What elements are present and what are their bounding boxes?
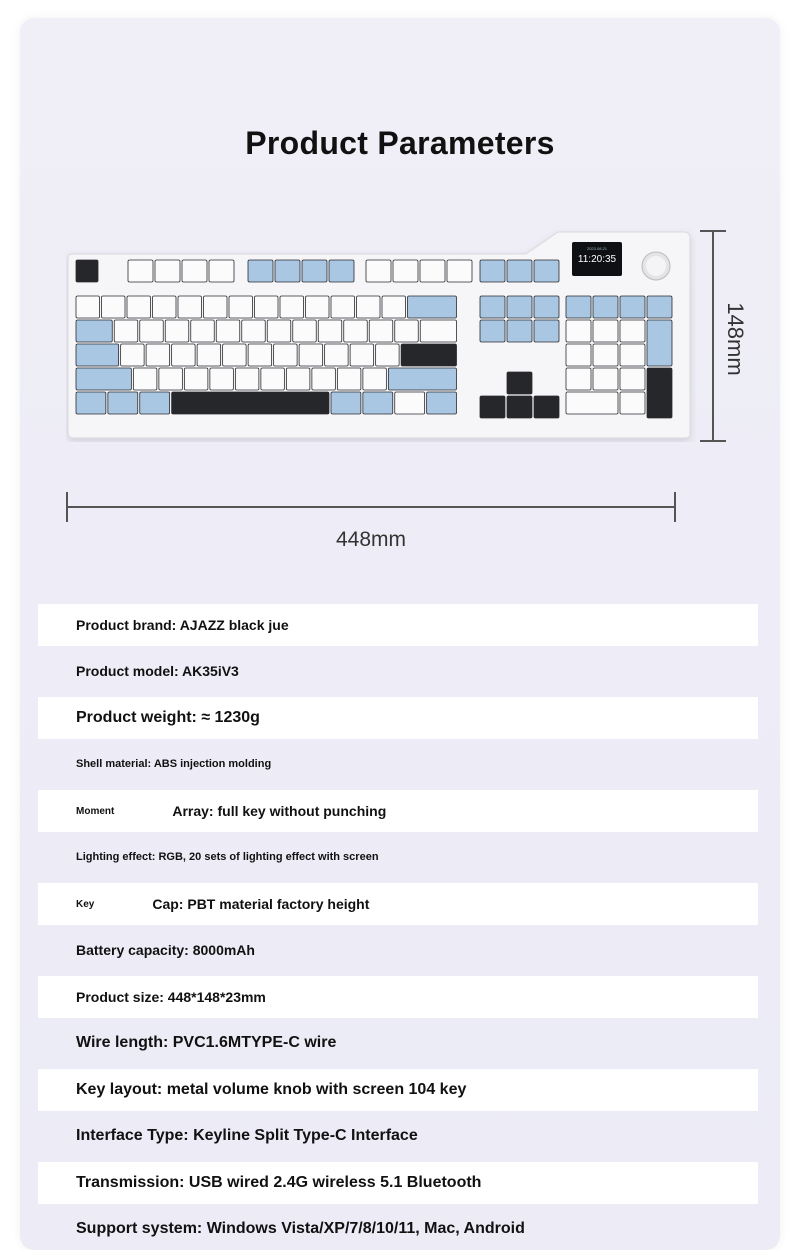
key-function — [420, 260, 445, 282]
height-label: 148mm — [723, 302, 748, 376]
key-numpad — [647, 296, 672, 318]
key — [248, 344, 272, 366]
page-title: Product Parameters — [245, 125, 555, 162]
key-function — [248, 260, 273, 282]
key — [172, 392, 329, 414]
spec-wire: Wire length: PVC1.6MTYPE-C wire — [76, 1034, 337, 1051]
key-arrow-up — [507, 372, 532, 394]
key-arrow — [534, 396, 559, 418]
key-arrow — [480, 396, 505, 418]
key — [395, 392, 425, 414]
key-print-scroll-pause — [480, 260, 505, 282]
key-numpad — [566, 296, 591, 318]
key — [408, 296, 457, 318]
height-dimension — [700, 230, 748, 442]
key-numpad — [620, 320, 645, 342]
key — [382, 296, 406, 318]
key — [337, 368, 361, 390]
key-print-scroll-pause — [507, 260, 532, 282]
key-numpad — [566, 344, 591, 366]
key — [363, 392, 393, 414]
key — [76, 392, 106, 414]
key-numpad-0 — [566, 392, 618, 414]
key-nav — [534, 320, 559, 342]
key — [172, 344, 196, 366]
key — [312, 368, 336, 390]
key — [255, 296, 279, 318]
key — [350, 344, 374, 366]
key — [344, 320, 368, 342]
key-numpad-enter — [647, 368, 672, 418]
key-function — [447, 260, 472, 282]
key — [286, 368, 310, 390]
spec-array: Moment Array: full key without punching — [38, 790, 758, 832]
key — [146, 344, 170, 366]
key — [274, 344, 298, 366]
key-function — [275, 260, 300, 282]
key-numpad — [593, 344, 618, 366]
key — [159, 368, 183, 390]
key — [140, 392, 170, 414]
key — [331, 392, 361, 414]
key — [197, 344, 221, 366]
key-arrow — [507, 396, 532, 418]
key-numpad — [620, 296, 645, 318]
key — [261, 368, 285, 390]
key-nav — [480, 320, 505, 342]
key-nav — [534, 296, 559, 318]
key-numpad — [593, 320, 618, 342]
screen-date: 2023.08.21 — [586, 246, 608, 251]
key-nav — [507, 296, 532, 318]
spec-layout: Key layout: metal volume knob with screen 104 key — [38, 1069, 758, 1111]
key — [331, 296, 355, 318]
spec-weight: Product weight: ≈ 1230g — [38, 697, 758, 739]
key — [235, 368, 259, 390]
key — [388, 368, 456, 390]
key-numpad — [620, 368, 645, 390]
key — [76, 320, 112, 342]
key — [280, 296, 304, 318]
spec-brand: Product brand: AJAZZ black jue — [38, 604, 758, 646]
key-numpad-plus — [647, 320, 672, 366]
key — [165, 320, 189, 342]
key-nav — [480, 296, 505, 318]
key — [293, 320, 317, 342]
width-dimension — [66, 486, 676, 551]
key — [299, 344, 323, 366]
key-function — [329, 260, 354, 282]
spec-model: Product model: AK35iV3 — [76, 663, 239, 679]
key-numpad — [566, 320, 591, 342]
key — [204, 296, 228, 318]
width-label: 448mm — [335, 528, 407, 551]
key-esc — [76, 260, 98, 282]
spec-battery: Battery capacity: 8000mAh — [76, 942, 255, 958]
key — [121, 344, 145, 366]
key — [363, 368, 387, 390]
key — [127, 296, 151, 318]
screen-time: 11:20:35 — [577, 254, 617, 265]
key-function — [128, 260, 153, 282]
key-function — [393, 260, 418, 282]
key — [401, 344, 456, 366]
key — [178, 296, 202, 318]
spec-system: Support system: Windows Vista/XP/7/8/10/11, Mac, Android — [76, 1220, 525, 1237]
key — [242, 320, 266, 342]
spec-keycap: Key Cap: PBT material factory height — [38, 883, 758, 925]
key — [114, 320, 138, 342]
key-function — [155, 260, 180, 282]
key — [357, 296, 381, 318]
key-numpad — [620, 344, 645, 366]
spec-interface: Interface Type: Keyline Split Type-C Interface — [76, 1127, 418, 1144]
key — [395, 320, 419, 342]
spec-lighting: Lighting effect: RGB, 20 sets of lighting effect with screen — [76, 851, 379, 863]
key — [216, 320, 240, 342]
key — [191, 320, 215, 342]
key — [133, 368, 157, 390]
key — [76, 296, 100, 318]
key — [102, 296, 126, 318]
key — [153, 296, 177, 318]
key — [210, 368, 234, 390]
key-function — [366, 260, 391, 282]
key-nav — [507, 320, 532, 342]
spec-transmission: Transmission: USB wired 2.4G wireless 5.1 Bluetooth — [38, 1162, 758, 1204]
key — [427, 392, 457, 414]
key — [108, 392, 138, 414]
key-numpad — [566, 368, 591, 390]
key — [76, 368, 131, 390]
key — [223, 344, 247, 366]
key — [140, 320, 164, 342]
key — [267, 320, 291, 342]
spec-size: Product size: 448*148*23mm — [38, 976, 758, 1018]
key-numpad — [593, 368, 618, 390]
key-print-scroll-pause — [534, 260, 559, 282]
key — [369, 320, 393, 342]
key — [376, 344, 400, 366]
key — [184, 368, 208, 390]
key-function — [209, 260, 234, 282]
spec-shell: Shell material: ABS injection molding — [76, 758, 272, 770]
key-function — [302, 260, 327, 282]
key — [76, 344, 119, 366]
key — [318, 320, 342, 342]
key — [420, 320, 456, 342]
key-function — [182, 260, 207, 282]
keyboard-image — [66, 228, 696, 442]
key-numpad — [593, 296, 618, 318]
key — [306, 296, 330, 318]
key-numpad-dot — [620, 392, 645, 414]
key — [325, 344, 349, 366]
key — [229, 296, 253, 318]
